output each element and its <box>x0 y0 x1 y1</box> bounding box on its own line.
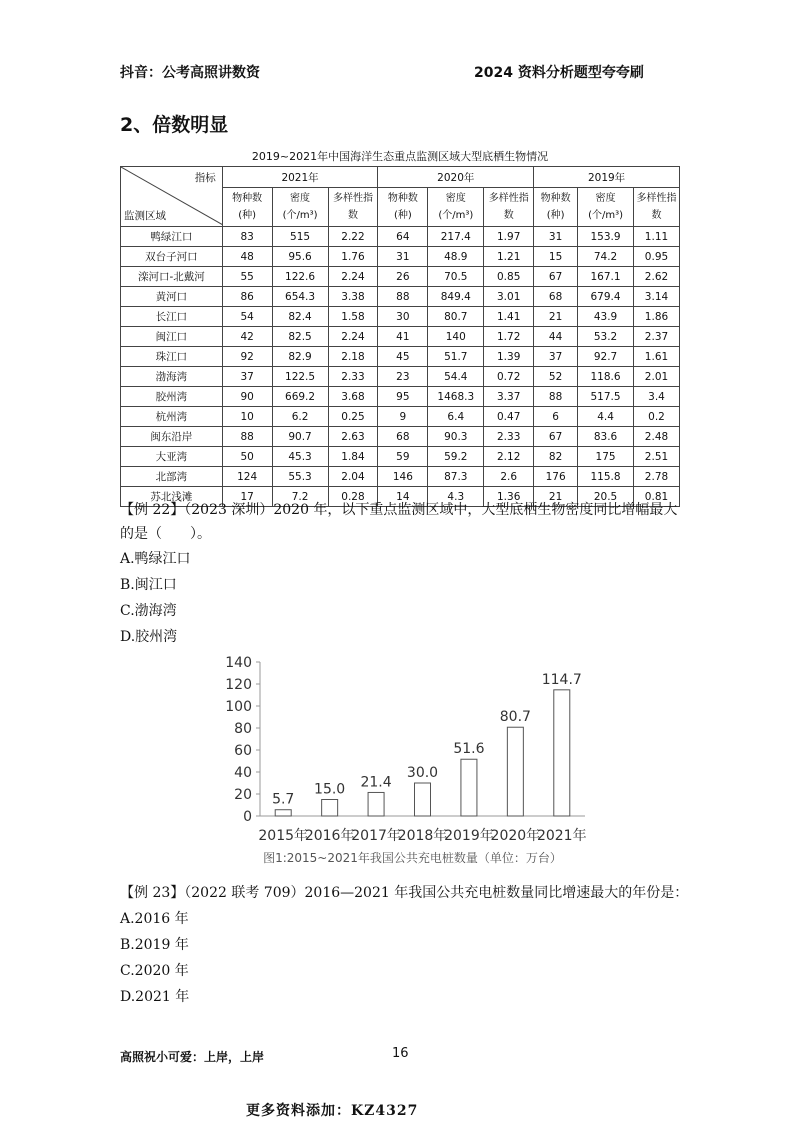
value-cell: 679.4 <box>578 287 634 307</box>
value-cell: 118.6 <box>578 367 634 387</box>
value-cell: 9 <box>378 407 428 427</box>
value-cell: 7.2 <box>272 487 328 507</box>
value-cell: 67 <box>534 427 578 447</box>
region-cell: 闽江口 <box>121 327 223 347</box>
y-tick-label: 80 <box>234 721 252 737</box>
value-cell: 2.33 <box>484 427 534 447</box>
value-cell: 3.4 <box>634 387 680 407</box>
value-cell: 1.72 <box>484 327 534 347</box>
value-cell: 59 <box>378 447 428 467</box>
value-cell: 1.84 <box>328 447 378 467</box>
value-cell: 124 <box>222 467 272 487</box>
value-cell: 3.38 <box>328 287 378 307</box>
value-cell: 146 <box>378 467 428 487</box>
value-cell: 45 <box>378 347 428 367</box>
data-label: 15.0 <box>314 781 346 798</box>
value-cell: 1.86 <box>634 307 680 327</box>
region-cell: 苏北浅滩 <box>121 487 223 507</box>
year-header-2020: 2020年 <box>378 167 534 188</box>
value-cell: 80.7 <box>428 307 484 327</box>
value-cell: 176 <box>534 467 578 487</box>
value-cell: 2.24 <box>328 267 378 287</box>
value-cell: 175 <box>578 447 634 467</box>
section-title: 2、倍数明显 <box>120 114 229 136</box>
value-cell: 31 <box>378 247 428 267</box>
value-cell: 30 <box>378 307 428 327</box>
data-label: 114.7 <box>541 671 582 688</box>
value-cell: 4.4 <box>578 407 634 427</box>
region-cell: 滦河口-北戴河 <box>121 267 223 287</box>
value-cell: 50 <box>222 447 272 467</box>
value-cell: 6 <box>534 407 578 427</box>
value-cell: 64 <box>378 227 428 247</box>
value-cell: 95 <box>378 387 428 407</box>
value-cell: 15 <box>534 247 578 267</box>
sub-header-line2: (种) <box>546 210 565 221</box>
value-cell: 23 <box>378 367 428 387</box>
value-cell: 669.2 <box>272 387 328 407</box>
value-cell: 6.2 <box>272 407 328 427</box>
value-cell: 67 <box>534 267 578 287</box>
value-cell: 21 <box>534 487 578 507</box>
value-cell: 3.14 <box>634 287 680 307</box>
value-cell: 2.12 <box>484 447 534 467</box>
data-label: 51.6 <box>453 741 485 758</box>
value-cell: 122.6 <box>272 267 328 287</box>
sub-header-1-2 <box>484 188 534 227</box>
value-cell: 82 <box>534 447 578 467</box>
header-right: 2024 资料分析题型夸夸刷 <box>474 65 644 81</box>
value-cell: 849.4 <box>428 287 484 307</box>
value-cell: 59.2 <box>428 447 484 467</box>
y-tick-label: 100 <box>225 699 252 715</box>
x-tick-label: 2021年 <box>536 828 587 844</box>
value-cell: 0.95 <box>634 247 680 267</box>
table-row <box>121 227 680 247</box>
region-cell: 黄河口 <box>121 287 223 307</box>
sub-header-1-1 <box>428 188 484 227</box>
value-cell: 88 <box>378 287 428 307</box>
x-tick-label: 2018年 <box>397 828 448 844</box>
value-cell: 1.39 <box>484 347 534 367</box>
region-cell: 闽东沿岸 <box>121 427 223 447</box>
sub-header-line2: 数 <box>347 210 358 221</box>
bar <box>415 783 431 816</box>
data-table <box>120 166 680 507</box>
data-label: 80.7 <box>499 709 531 726</box>
region-cell: 胶州湾 <box>121 387 223 407</box>
data-label: 5.7 <box>272 791 295 808</box>
q22-option-d: D.胶州湾 <box>120 629 178 645</box>
value-cell: 42 <box>222 327 272 347</box>
footer-left: 高照祝小可爱：上岸，上岸 <box>120 1050 265 1064</box>
value-cell: 55 <box>222 267 272 287</box>
x-tick-label: 2016年 <box>304 828 355 844</box>
value-cell: 122.5 <box>272 367 328 387</box>
value-cell: 2.33 <box>328 367 378 387</box>
year-header-2021: 2021年 <box>222 167 378 188</box>
value-cell: 88 <box>534 387 578 407</box>
value-cell: 2.37 <box>634 327 680 347</box>
table-row <box>121 247 680 267</box>
bar <box>507 727 523 816</box>
value-cell: 3.37 <box>484 387 534 407</box>
q22-option-c: C.渤海湾 <box>120 603 177 619</box>
value-cell: 70.5 <box>428 267 484 287</box>
value-cell: 92 <box>222 347 272 367</box>
value-cell: 2.22 <box>328 227 378 247</box>
value-cell: 88 <box>222 427 272 447</box>
value-cell: 0.28 <box>328 487 378 507</box>
table-row <box>121 407 680 427</box>
data-label: 30.0 <box>406 765 439 781</box>
value-cell: 654.3 <box>272 287 328 307</box>
value-cell: 2.24 <box>328 327 378 347</box>
value-cell: 1.97 <box>484 227 534 247</box>
sub-header-0-1 <box>272 188 328 227</box>
y-tick-label: 20 <box>234 787 252 803</box>
value-cell: 95.6 <box>272 247 328 267</box>
x-tick-label: 2020年 <box>490 828 541 844</box>
value-cell: 37 <box>534 347 578 367</box>
data-label: 21.4 <box>360 774 392 791</box>
value-cell: 83 <box>222 227 272 247</box>
table-row <box>121 347 680 367</box>
value-cell: 43.9 <box>578 307 634 327</box>
region-cell: 渤海湾 <box>121 367 223 387</box>
sub-header-2-2 <box>634 188 680 227</box>
value-cell: 86 <box>222 287 272 307</box>
value-cell: 1.36 <box>484 487 534 507</box>
sub-header-line1: 密度 <box>290 193 311 204</box>
value-cell: 153.9 <box>578 227 634 247</box>
table-corner-cell <box>121 167 223 227</box>
table-row <box>121 367 680 387</box>
value-cell: 10 <box>222 407 272 427</box>
value-cell: 21 <box>534 307 578 327</box>
table-body <box>121 227 680 507</box>
table-row <box>121 387 680 407</box>
table-row <box>121 427 680 447</box>
sub-header-line2: 数 <box>651 210 662 221</box>
value-cell: 517.5 <box>578 387 634 407</box>
bar <box>461 759 477 816</box>
value-cell: 140 <box>428 327 484 347</box>
q23-option-d: D.2021 年 <box>120 989 190 1005</box>
value-cell: 20.5 <box>578 487 634 507</box>
y-tick-label: 140 <box>225 655 252 671</box>
sub-header-1-0 <box>378 188 428 227</box>
y-tick-label: 40 <box>234 765 252 781</box>
sub-header-line2: (个/m³) <box>282 210 318 221</box>
y-tick-label: 120 <box>225 677 252 693</box>
value-cell: 52 <box>534 367 578 387</box>
value-cell: 41 <box>378 327 428 347</box>
value-cell: 0.72 <box>484 367 534 387</box>
sub-header-line1: 多样性指 <box>488 193 529 204</box>
sub-header-line2: (个/m³) <box>438 210 474 221</box>
question-22: 【例 22】（2023 深圳）2020 年，以下重点监测区域中，大型底栖生物密度同比增幅最大的是（ ）。 <box>120 502 678 542</box>
value-cell: 1468.3 <box>428 387 484 407</box>
table-row <box>121 287 680 307</box>
region-cell: 鸭绿江口 <box>121 227 223 247</box>
question-23: 【例 23】（2022 联考 709）2016—2021 年我国公共充电桩数量同比增速最大的年份是： <box>120 885 689 901</box>
value-cell: 2.48 <box>634 427 680 447</box>
y-tick-label: 0 <box>243 809 252 825</box>
x-tick-label: 2019年 <box>444 828 494 844</box>
value-cell: 1.11 <box>634 227 680 247</box>
region-cell: 杭州湾 <box>121 407 223 427</box>
value-cell: 167.1 <box>578 267 634 287</box>
sub-header-line1: 多样性指 <box>636 193 677 204</box>
region-cell: 珠江口 <box>121 347 223 367</box>
table-title: 2019~2021年中国海洋生态重点监测区域大型底栖生物情况 <box>251 150 549 163</box>
region-cell: 大亚湾 <box>121 447 223 467</box>
x-tick-label: 2017年 <box>351 828 401 844</box>
value-cell: 2.04 <box>328 467 378 487</box>
q23-option-b: B.2019 年 <box>120 937 189 953</box>
value-cell: 0.81 <box>634 487 680 507</box>
value-cell: 2.62 <box>634 267 680 287</box>
sub-header-line2: 数 <box>503 210 514 221</box>
value-cell: 4.3 <box>428 487 484 507</box>
corner-label-indicator: 指标 <box>194 172 216 184</box>
corner-label-region: 监测区域 <box>124 210 166 222</box>
year-header-2019: 2019年 <box>534 167 680 188</box>
value-cell: 2.01 <box>634 367 680 387</box>
sub-header-line2: (种) <box>238 210 257 221</box>
value-cell: 2.51 <box>634 447 680 467</box>
value-cell: 0.85 <box>484 267 534 287</box>
value-cell: 87.3 <box>428 467 484 487</box>
q23-option-c: C.2020 年 <box>120 963 189 979</box>
value-cell: 17 <box>222 487 272 507</box>
sub-header-line1: 物种数 <box>540 193 571 204</box>
value-cell: 92.7 <box>578 347 634 367</box>
region-cell: 北部湾 <box>121 467 223 487</box>
value-cell: 3.01 <box>484 287 534 307</box>
value-cell: 68 <box>378 427 428 447</box>
value-cell: 82.5 <box>272 327 328 347</box>
bottom-note: 更多资料添加：KZ4327 <box>246 1103 419 1119</box>
value-cell: 82.4 <box>272 307 328 327</box>
value-cell: 48 <box>222 247 272 267</box>
sub-header-line1: 物种数 <box>232 193 263 204</box>
region-cell: 长江口 <box>121 307 223 327</box>
value-cell: 54 <box>222 307 272 327</box>
region-cell: 双台子河口 <box>121 247 223 267</box>
value-cell: 2.63 <box>328 427 378 447</box>
value-cell: 68 <box>534 287 578 307</box>
bar <box>368 792 384 816</box>
value-cell: 1.61 <box>634 347 680 367</box>
sub-header-line1: 密度 <box>595 193 616 204</box>
sub-header-2-1 <box>578 188 634 227</box>
value-cell: 37 <box>222 367 272 387</box>
value-cell: 51.7 <box>428 347 484 367</box>
value-cell: 2.6 <box>484 467 534 487</box>
value-cell: 1.58 <box>328 307 378 327</box>
sub-header-line1: 密度 <box>445 193 466 204</box>
value-cell: 1.21 <box>484 247 534 267</box>
table-row <box>121 447 680 467</box>
value-cell: 1.41 <box>484 307 534 327</box>
value-cell: 6.4 <box>428 407 484 427</box>
sub-header-line1: 多样性指 <box>332 193 373 204</box>
q22-option-a: A.鸭绿江口 <box>120 551 191 567</box>
table-row <box>121 327 680 347</box>
value-cell: 83.6 <box>578 427 634 447</box>
q22-option-b: B.闽江口 <box>120 577 177 593</box>
value-cell: 44 <box>534 327 578 347</box>
value-cell: 0.2 <box>634 407 680 427</box>
value-cell: 31 <box>534 227 578 247</box>
value-cell: 2.18 <box>328 347 378 367</box>
page-number: 16 <box>392 1046 409 1061</box>
value-cell: 3.68 <box>328 387 378 407</box>
value-cell: 2.78 <box>634 467 680 487</box>
value-cell: 74.2 <box>578 247 634 267</box>
value-cell: 90.7 <box>272 427 328 447</box>
value-cell: 90 <box>222 387 272 407</box>
value-cell: 115.8 <box>578 467 634 487</box>
y-tick-label: 60 <box>234 743 252 759</box>
value-cell: 45.3 <box>272 447 328 467</box>
table-row <box>121 467 680 487</box>
value-cell: 54.4 <box>428 367 484 387</box>
table-row <box>121 267 680 287</box>
sub-header-line2: (个/m³) <box>588 210 623 221</box>
value-cell: 90.3 <box>428 427 484 447</box>
value-cell: 1.76 <box>328 247 378 267</box>
bar <box>554 690 570 816</box>
value-cell: 14 <box>378 487 428 507</box>
x-tick-label: 2015年 <box>258 828 309 844</box>
value-cell: 26 <box>378 267 428 287</box>
bar-chart <box>218 652 598 872</box>
value-cell: 82.9 <box>272 347 328 367</box>
value-cell: 217.4 <box>428 227 484 247</box>
table-row <box>121 307 680 327</box>
value-cell: 53.2 <box>578 327 634 347</box>
value-cell: 0.47 <box>484 407 534 427</box>
sub-header-2-0 <box>534 188 578 227</box>
header-left: 抖音：公考高照讲数资 <box>120 65 260 81</box>
value-cell: 515 <box>272 227 328 247</box>
value-cell: 55.3 <box>272 467 328 487</box>
bar <box>322 800 338 817</box>
q23-option-a: A.2016 年 <box>120 911 189 927</box>
value-cell: 48.9 <box>428 247 484 267</box>
value-cell: 0.25 <box>328 407 378 427</box>
sub-header-0-0 <box>222 188 272 227</box>
bar <box>275 810 291 816</box>
sub-header-line2: (种) <box>393 210 412 221</box>
sub-header-0-2 <box>328 188 378 227</box>
sub-header-line1: 物种数 <box>387 193 418 204</box>
chart-title: 图1:2015~2021年我国公共充电桩数量（单位：万台） <box>263 851 562 865</box>
